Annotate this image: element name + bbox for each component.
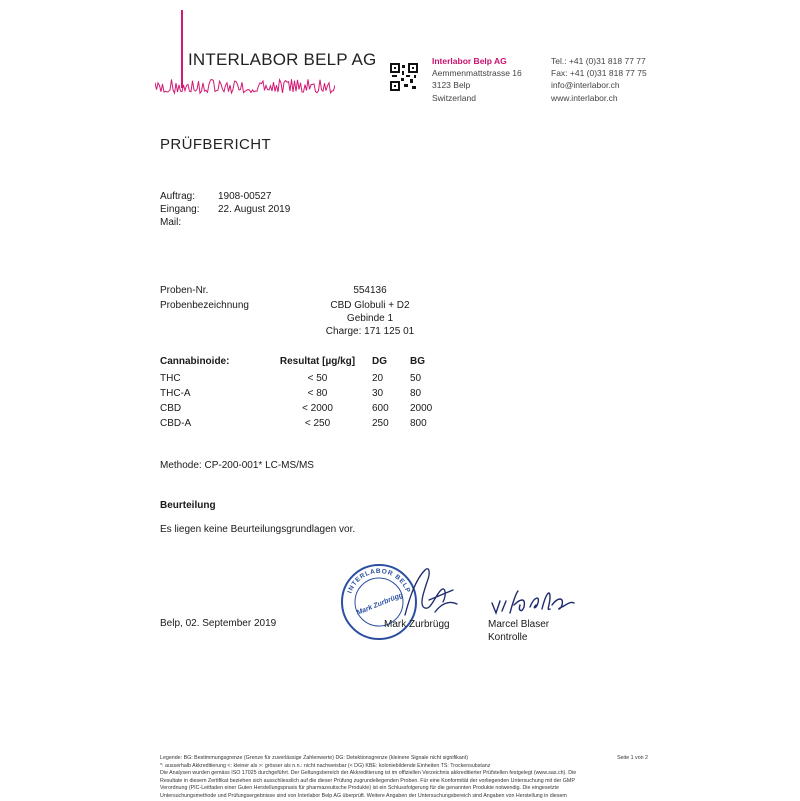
address-block [432, 55, 522, 104]
assessment-heading: Beurteilung [160, 500, 216, 511]
signature-blaser-icon [488, 583, 578, 619]
address-city: 3123 Belp [432, 80, 471, 91]
row-thc-dg: 20 [372, 373, 384, 384]
signature-zurbruegg-icon [395, 560, 465, 622]
row-thca-name: THC-A [160, 388, 191, 399]
signer1-name: Mark Zurbrügg [384, 619, 450, 630]
stamp-center-text: Mark Zurbrügg [355, 591, 405, 617]
row-thca-dg: 30 [372, 388, 384, 399]
company-name: Interlabor Belp AG [432, 56, 507, 66]
place-date: Belp, 02. September 2019 [160, 618, 277, 629]
proben-nr-value: 554136 [353, 285, 387, 296]
contact-block [551, 55, 647, 104]
legend-line-6: Untersuchungsmethode und Prüfungsergebnisse sind von Interlabor Belp AG überprüft. Weitere Angaben der Untersuchungsbereich sind Angaben von Herstellung in diesem [160, 792, 567, 799]
contact-web: www.interlabor.ch [551, 92, 618, 103]
mail-label: Mail: [160, 217, 182, 228]
legend-line-1: Legende: BG: Bestimmungsgrenze (Grenze für zuverlässige Zahlenwerte) DG: Detektionsgrenze (kleinere Signale nicht signifikant) [160, 755, 468, 761]
method-line: Methode: CP-200-001* LC-MS/MS [160, 460, 314, 471]
sample-name-line: CBD Globuli + D2 [330, 300, 410, 311]
contact-email: info@interlabor.ch [551, 80, 620, 91]
qr-code-icon [390, 63, 418, 91]
row-cbda-result: < 250 [304, 418, 331, 429]
row-cbd-name: CBD [160, 403, 182, 414]
row-cbda-bg: 800 [410, 418, 427, 429]
header-dg: DG [372, 356, 387, 367]
header-resultat: Resultat [µg/kg] [279, 356, 356, 367]
stamp-arc-text: INTERLABOR BELP [346, 567, 412, 595]
company-logo-text: INTERLABOR BELP AG [188, 50, 377, 69]
legend-line-3: Die Analysen wurden gemäss ISO 17025 durchgeführt. Der Geltungsbereich der Akkreditierung ist im offiziellen Verzeichnis akkreditierter Prüfstellen festgelegt (www.sas.ch). Die [160, 770, 577, 777]
legend-line-5: Verordnung (PIC-Leitfaden einer Guten Herstellungspraxis für pharmazeutische Produkte) ist ein Schlussfolgerung für die genannten Produkte notwendig. Die eingesetzte [160, 785, 559, 792]
auftrag-label: Auftrag: [160, 191, 196, 202]
page-number: Seite 1 von 2 [617, 755, 648, 761]
contact-tel: Tel.: +41 (0)31 818 77 77 [551, 56, 646, 66]
logo-wave-icon [155, 76, 335, 96]
probenbezeichnung-label: Probenbezeichnung [160, 300, 249, 311]
sample-container-line: Gebinde 1 [346, 313, 394, 324]
sample-charge-line: Charge: 171 125 01 [325, 326, 415, 337]
row-thc-result: < 50 [307, 373, 328, 384]
eingang-value: 22. August 2019 [218, 204, 291, 215]
signer2-role: Kontrolle [488, 632, 528, 643]
row-cbda-dg: 250 [372, 418, 389, 429]
row-cbd-bg: 2000 [410, 403, 433, 414]
auftrag-value: 1908-00527 [218, 191, 272, 202]
proben-nr-label: Proben-Nr. [160, 285, 209, 296]
legend-line-2: *: ausserhalb Akkreditierung <: kleiner als >: grösser als n.n.: nicht nachweisbar (< DG) KBE: koloniebildende Einheiten TS: Trockensubstanz [160, 762, 491, 769]
row-thca-bg: 80 [410, 388, 422, 399]
header-bg: BG [410, 356, 425, 367]
address-street: Aemmenmattstrasse 16 [432, 68, 522, 79]
contact-fax: Fax: +41 (0)31 818 77 75 [551, 68, 647, 79]
row-cbda-name: CBD-A [160, 418, 192, 429]
row-cbd-result: < 2000 [302, 403, 333, 414]
report-title: PRÜFBERICHT [160, 136, 272, 153]
header-cannabinoide: Cannabinoide: [160, 356, 230, 367]
eingang-label: Eingang: [160, 204, 200, 215]
row-thc-bg: 50 [410, 373, 422, 384]
row-thc-name: THC [160, 373, 181, 384]
legend-line-4: Resultate in diesem Zertifikat beziehen sich ausschliesslich auf die dieser Prüfung zugrundeliegenden Proben. Für eine Konformität der vorliegenden Untersuchung mit der GMP [160, 777, 575, 784]
row-thca-result: < 80 [307, 388, 328, 399]
legend-footer [160, 755, 648, 801]
row-cbd-dg: 600 [372, 403, 389, 414]
address-country: Switzerland [432, 92, 476, 103]
assessment-text: Es liegen keine Beurteilungsgrundlagen vor. [160, 524, 356, 535]
signer2-name: Marcel Blaser [488, 619, 550, 630]
